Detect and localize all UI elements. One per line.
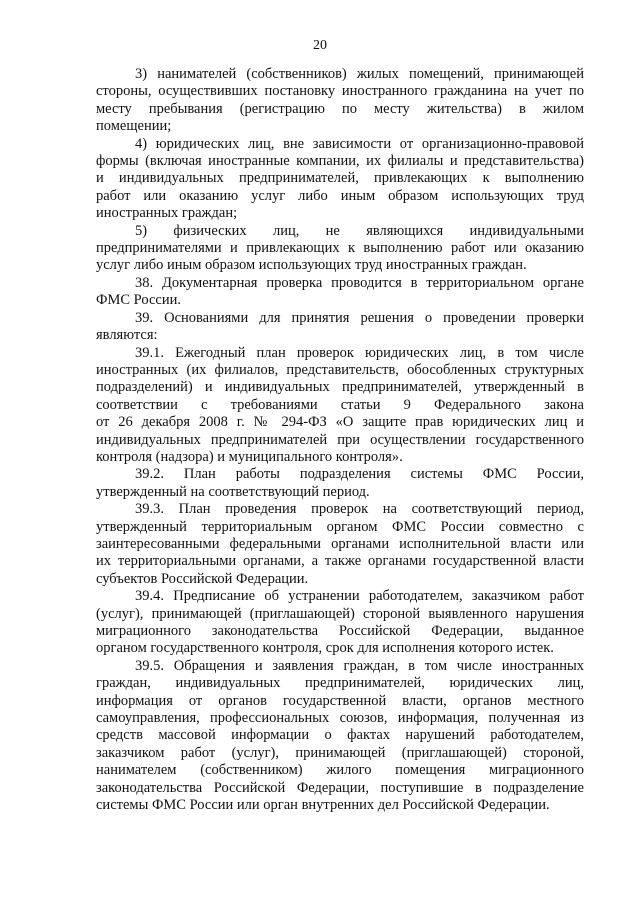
text-line: являются: <box>96 327 158 344</box>
text-line: 4) юридических лиц, вне зависимости от организационно-правовой <box>135 135 584 152</box>
text-line: средств массовой информации о фактах нарушений работодателем, <box>96 727 584 744</box>
text-line: информация от органов государственной власти, органов местного <box>96 692 584 709</box>
text-line: граждан, индивидуальных предпринимателей, юридических лиц, <box>96 675 584 692</box>
text-line: самоуправления, профессиональных союзов, информация, полученная из <box>96 710 584 727</box>
text-line: работ или оказанию услуг либо иным образом использующих труд <box>96 187 584 204</box>
text-line: 39.1. Ежегодный план проверок юридических лиц, в том числе <box>135 344 584 361</box>
text-line: 39.5. Обращения и заявления граждан, в том числе иностранных <box>135 657 584 674</box>
text-line: формы (включая иностранные компании, их филиалы и представительства) <box>96 153 584 170</box>
text-line: помещении; <box>96 118 172 135</box>
text-line: стороны, осуществивших постановку иностранного гражданина на учет по <box>96 83 584 100</box>
text-line: 39.4. Предписание об устранении работодателем, заказчиком работ <box>135 588 584 605</box>
text-line: ФМС России. <box>96 292 181 309</box>
paragraph-p-39-4 <box>96 588 584 658</box>
text-line: нанимателем (собственником) жилого помещения миграционного <box>96 762 584 779</box>
paragraph-p-39 <box>96 310 584 345</box>
page-number: 20 <box>313 38 327 53</box>
text-line: иностранных граждан; <box>96 205 238 222</box>
paragraph-p-39-3 <box>96 501 584 588</box>
text-line: услуг либо иным образом использующих труд иностранных граждан. <box>96 257 527 274</box>
text-line: подразделений) и индивидуальных предпринимателей, утвержденный в <box>96 379 584 396</box>
text-line: утвержденный на соответствующий период. <box>96 483 370 500</box>
text-line: 39.2. План работы подразделения системы ФМС России, <box>135 466 584 483</box>
paragraph-p-39-1 <box>96 345 584 467</box>
document-body <box>96 66 584 814</box>
text-line: 5) физических лиц, не являющихся индивидуальными <box>135 222 584 239</box>
text-line: контроля (надзора) и муниципального контроля». <box>96 448 403 465</box>
text-line: субъектов Российской Федерации. <box>96 570 309 587</box>
text-line: утвержденный территориальным органом ФМС России совместно с <box>96 518 584 535</box>
paragraph-p-3 <box>96 66 584 136</box>
paragraph-p-4 <box>96 136 584 223</box>
text-line: заинтересованными федеральными органами исполнительной власти или <box>96 535 584 552</box>
text-line: их территориальными органами, а также органами государственной власти <box>96 553 584 570</box>
text-line: органом государственного контроля, срок для исполнения которого истек. <box>96 640 554 657</box>
text-line: 39. Основаниями для принятия решения о проведении проверки <box>135 309 584 326</box>
text-line: и индивидуальных предпринимателей, привлекающих к выполнению <box>96 170 584 187</box>
paragraph-p-39-2 <box>96 466 584 501</box>
text-line: законодательства Российской Федерации, поступившие в подразделение <box>96 779 584 796</box>
paragraph-p-5 <box>96 223 584 275</box>
text-line: миграционного законодательства Российской Федерации, выданное <box>96 623 584 639</box>
text-line: предпринимателями и привлекающих к выполнению работ или оказанию <box>96 240 584 257</box>
text-line: индивидуальных предпринимателей при осуществлении государственного <box>96 431 584 448</box>
text-line: иностранных (их филиалов, представительств, обособленных структурных <box>96 361 584 378</box>
text-line: (услуг), принимающей (приглашающей) стороной выявленного нарушения <box>96 605 584 622</box>
text-line: 38. Документарная проверка проводится в территориальном органе <box>135 274 584 291</box>
text-line: соответствии с требованиями статьи 9 Федерального закона <box>96 396 584 413</box>
paragraph-p-39-5 <box>96 658 584 815</box>
text-line: 39.3. План проведения проверок на соответствующий период, <box>135 501 584 518</box>
text-line: 3) нанимателей (собственников) жилых помещений, принимающей <box>135 66 584 82</box>
paragraph-p-38 <box>96 275 584 310</box>
text-line: месту пребывания (регистрацию по месту жительства) в жилом <box>96 100 584 117</box>
text-line: системы ФМС России или орган внутренних дел Российской Федерации. <box>96 797 550 814</box>
text-line: заказчиком работ (услуг), принимающей (приглашающей) стороной, <box>96 744 584 761</box>
text-line: от 26 декабря 2008 г. № 294-ФЗ «О защите прав юридических лиц и <box>96 414 584 431</box>
